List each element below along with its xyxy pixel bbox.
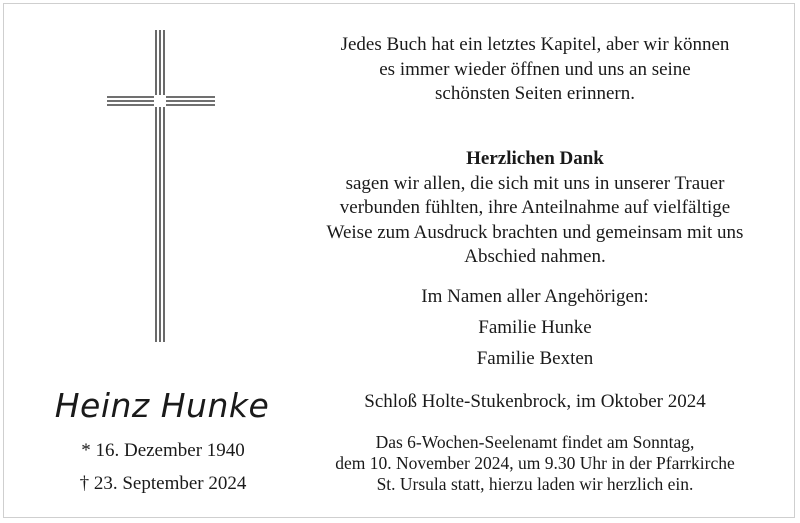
family-name-2: Familie Bexten: [476, 348, 594, 369]
thanks-section: [296, 147, 774, 270]
requiem-notice: [296, 432, 774, 495]
quote-line: Jedes Buch hat ein letztes Kapitel, aber wir können: [340, 34, 730, 55]
quote-line: schönsten Seiten erinnern.: [435, 83, 635, 104]
deceased-name: Heinz Hunke: [54, 386, 270, 425]
memorial-quote: [296, 33, 774, 107]
signature-intro: Im Namen aller Angehörigen:: [421, 286, 649, 307]
thanks-line: sagen wir allen, die sich mit uns in unserer Trauer: [345, 172, 725, 194]
notice-line: Das 6-Wochen-Seelenamt findet am Sonntag,: [375, 432, 695, 452]
birth-date: * 16. Dezember 1940: [81, 440, 245, 461]
notice-line: St. Ursula statt, hierzu laden wir herzlich ein.: [376, 474, 694, 494]
death-date: † 23. September 2024: [79, 473, 247, 494]
quote-line: es immer wieder öffnen und uns an seine: [379, 58, 691, 80]
thanks-line: verbunden fühlten, ihre Anteilnahme auf vielfältige: [339, 197, 731, 218]
thanks-line: Weise zum Ausdruck brachten und gemeinsam mit uns: [326, 221, 744, 243]
notice-line: dem 10. November 2024, um 9.30 Uhr in der Pfarrkirche: [335, 453, 735, 473]
cross-icon: [105, 30, 217, 342]
place-and-date: Schloß Holte-Stukenbrock, im Oktober 2024: [364, 391, 706, 412]
thanks-line: Abschied nahmen.: [464, 246, 606, 267]
family-name-1: Familie Hunke: [478, 317, 592, 338]
thanks-heading: Herzlichen Dank: [466, 148, 604, 169]
